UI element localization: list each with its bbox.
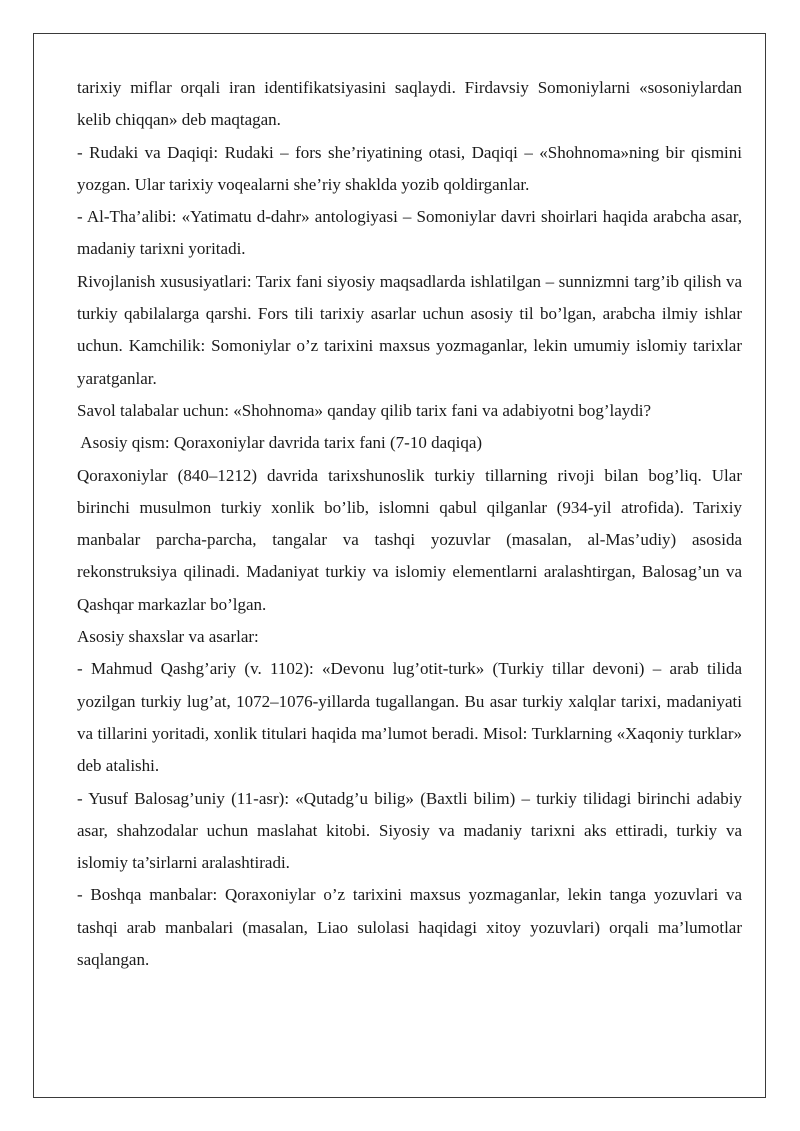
paragraph-firdavsiy-continuation: tarixiy miflar orqali iran identifikatsiyasini saqlaydi. Firdavsiy Somoniylarni «sosoniylardan kelib chiqqan» deb maqtagan.: [77, 78, 742, 130]
paragraph-asosiy-shaxslar: Asosiy shaxslar va asarlar:: [77, 627, 259, 647]
paragraph-rudaki-daqiqi: - Rudaki va Daqiqi: Rudaki – fors she’riyatining otasi, Daqiqi – «Shohnoma»ning bir qismini yozgan. Ular tarixiy voqealarni she’riy shaklda yozib qoldirganlar.: [77, 142, 742, 194]
paragraph-qoraxoniylar-intro: Qoraxoniylar (840–1212) davrida tarixshunoslik turkiy tillarning rivoji bilan bog’liq. Ular birinchi musulmon turkiy xonlik bo’lib, islomni qabul qilganlar (934-yil atrofida). Tarixiy manbalar parcha-parcha, tangalar va tashqi yozuvlar (masalan, al-Mas’udiy) asosida rekonstruksiya qilinadi. Madaniyat turkiy va islomiy elementlarni aralashtirgan, Balosag’un va Qashqar markazlar bo’lgan.: [77, 465, 742, 614]
paragraph-al-thaalibi: - Al-Tha’alibi: «Yatimatu d-dahr» antologiyasi – Somoniylar davri shoirlari haqida arabcha asar, madaniy tarixni yoritadi.: [77, 207, 742, 259]
paragraph-boshqa-manbalar: - Boshqa manbalar: Qoraxoniylar o’z tarixini maxsus yozmaganlar, lekin tanga yozuvlari va tashqi arab manbalari (masalan, Liao sulolasi haqidagi xitoy yozuvlari) orqali ma’lumotlar saqlangan.: [77, 885, 742, 970]
section-heading-qoraxoniylar: Asosiy qism: Qoraxoniylar davrida tarix fani (7-10 daqiqa): [77, 433, 483, 453]
paragraph-mahmud-qashgariy: - Mahmud Qashg’ariy (v. 1102): «Devonu lug’otit-turk» (Turkiy tillar devoni) – arab tilida yozilgan turkiy lug’at, 1072–1076-yillarda tugallangan. Bu asar turkiy xalqlar tarixi, madaniyati va tillarini yoritadi, xonlik titulari haqida ma’lumot beradi. Misol: Turklarning «Xaqoniy turklar» deb atalishi.: [77, 659, 742, 776]
paragraph-savol-talabalar: Savol talabalar uchun: «Shohnoma» qanday qilib tarix fani va adabiyotni bog’laydi?: [77, 400, 652, 420]
paragraph-rivojlanish-xususiyatlari: Rivojlanish xususiyatlari: Tarix fani siyosiy maqsadlarda ishlatilgan – sunnizmni targ’ib qilish va turkiy qabilalarga qarshi. Fors tili tarixiy asarlar uchun asosiy til bo’lgan, arabcha ilmiy ishlar uchun. Kamchilik: Somoniylar o’z tarixini maxsus yozmaganlar, lekin umumiy islomiy tarixlar yaratganlar.: [77, 271, 742, 388]
document-body: [77, 72, 742, 976]
paragraph-yusuf-balosaguniy: - Yusuf Balosag’uniy (11-asr): «Qutadg’u bilig» (Baxtli bilim) – turkiy tilidagi birinchi adabiy asar, shahzodalar uchun maslahat kitobi. Siyosiy va madaniy tarixni aks ettiradi, turkiy va islomiy ta’sirlarni aralashtiradi.: [77, 788, 742, 873]
